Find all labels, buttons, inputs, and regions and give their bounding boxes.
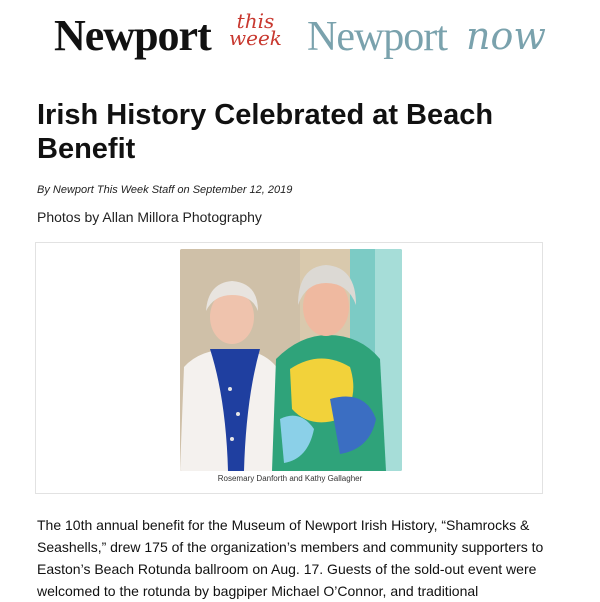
newport-now-logo[interactable] <box>307 16 447 58</box>
logo-newport-text: Newport <box>54 11 211 60</box>
photo-image <box>180 249 402 471</box>
article-headline: Irish History Celebrated at Beach Benefit <box>37 99 494 165</box>
article-figure <box>35 242 543 494</box>
newport-this-week-logo[interactable] <box>54 11 211 60</box>
masthead <box>0 0 600 70</box>
article-byline: By Newport This Week Staff on September 12, 2019 <box>37 184 293 196</box>
photo-credit: Photos by Allan Millora Photography <box>37 209 262 225</box>
article-body: The 10th annual benefit for the Museum of Newport Irish History, “Shamrocks & Seashells,” drew 175 of the organization’s members and community supporters to Easton’s Beach Rotunda ballroom on Aug. 17. Guests of the sold-out event were welcomed to the rotunda by bagpiper Michael O’Connor, and traditional <box>37 517 544 599</box>
logo-newport2-text: Newport <box>307 14 447 60</box>
photo-caption: Rosemary Danforth and Kathy Gallagher <box>217 474 363 483</box>
logo-this-text: this <box>236 9 275 33</box>
logo-now-text: now <box>466 14 546 58</box>
article-photo[interactable] <box>180 249 402 471</box>
logo-week-text: week <box>229 26 282 50</box>
logo-this-week-script[interactable] <box>229 9 282 50</box>
logo-now-script[interactable] <box>466 14 546 58</box>
